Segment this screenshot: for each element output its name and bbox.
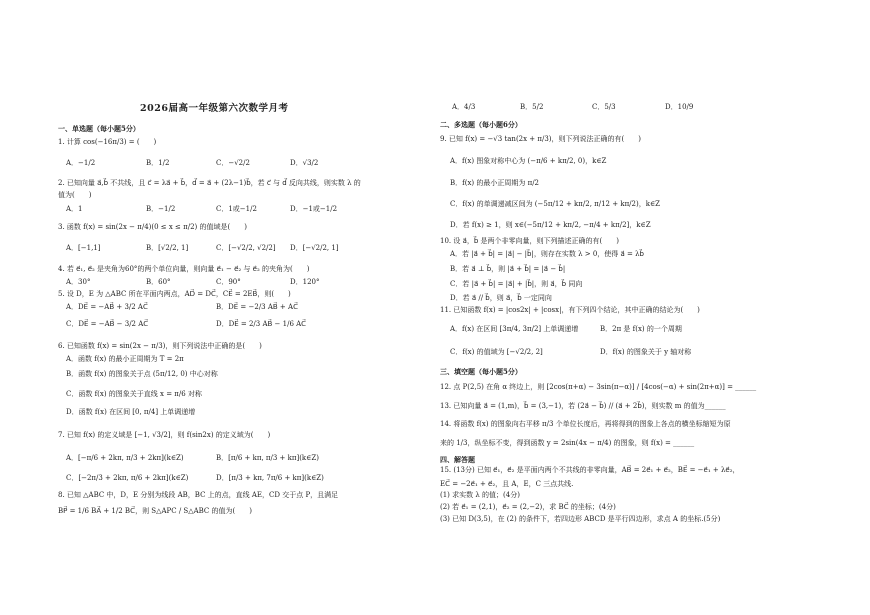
question-15-part-2: (2) 若 e⃗₁ = (2,1)，e⃗₂ = (2,−2)，求 BC⃗ 的坐标；(4分) [440, 503, 616, 511]
q5-option-a: A．DE⃗ = −AB⃗ + 3/2 AC⃗ [66, 303, 148, 311]
q10-option-a: A．若 |a⃗ + b⃗| = |a⃗| − |b⃗|，则存在实数 λ > 0，使得 a⃗ = λb⃗ [450, 250, 644, 258]
q8-option-b: B．5/2 [520, 103, 544, 111]
question-5: 5. 设 D，E 为 △ABC 所在平面内两点，AD⃗ = DC⃗，CE⃗ = 2EB⃗，则( ) [58, 290, 291, 298]
q11-option-b: B．2π 是 f(x) 的一个周期 [600, 325, 682, 333]
question-11: 11. 已知函数 f(x) = |cos2x| + |cosx|，有下列四个结论，其中正确的结论为( ) [440, 306, 700, 314]
q1-option-d: D．√3/2 [290, 159, 319, 167]
q7-option-a: A．[−π/6 + 2kπ, π/3 + 2kπ](k∈Z) [66, 454, 184, 462]
q10-option-d: D．若 a⃗ // b⃗，则 a⃗，b⃗ 一定同向 [450, 294, 552, 302]
page-title: 2026届高一年级第六次数学月考 [140, 103, 289, 114]
q3-option-a: A．[−1,1] [66, 244, 101, 252]
q10-option-c: C．若 |a⃗ + b⃗| = |a⃗| + |b⃗|，则 a⃗，b⃗ 同向 [450, 280, 583, 288]
q5-option-b: B．DE⃗ = −2/3 AB⃗ + AC⃗ [216, 303, 298, 311]
question-15-cont: EC⃗ = −2e⃗₁ + e⃗₂，且 A，E，C 三点共线. [440, 480, 574, 488]
q1-option-b: B．1/2 [146, 159, 170, 167]
q4-option-a: A．30° [66, 278, 91, 286]
question-13: 13. 已知向量 a⃗ = (1,m)，b⃗ = (3,−1)，若 (2a⃗ − b⃗) // (a⃗ + 2b⃗)，则实数 m 的值为______ [440, 402, 726, 410]
q11-option-d: D．f(x) 的图象关于 y 轴对称 [600, 348, 692, 356]
q2-option-a: A．1 [66, 205, 83, 213]
q3-option-b: B．[√2/2, 1] [146, 244, 189, 252]
q1-option-a: A．−1/2 [66, 159, 96, 167]
question-1: 1. 计算 cos(−16π/3) = ( ) [58, 138, 157, 146]
question-12: 12. 点 P(2,5) 在角 α 终边上，则 [2cos(π+α) − 3sin(π−α)] / [4cos(−α) + sin(2π+α)] = ______ [440, 383, 757, 391]
q1-option-c: C．−√2/2 [216, 159, 250, 167]
q6-option-c: C．函数 f(x) 的图象关于直线 x = π/6 对称 [66, 390, 202, 398]
q3-option-d: D．[−√2/2, 1] [290, 244, 339, 252]
q4-option-d: D．120° [290, 278, 320, 286]
question-3: 3. 函数 f(x) = sin(2x − π/4)(0 ≤ x ≤ π/2) 的值域是( ) [58, 223, 247, 231]
q7-option-c: C．[−2π/3 + 2kπ, π/6 + 2kπ](k∈Z) [66, 474, 189, 482]
q11-option-c: C．f(x) 的值域为 [−√2/2, 2] [450, 348, 543, 356]
question-4: 4. 若 e⃗₁, e⃗₂ 是夹角为60°的两个单位向量，则向量 e⃗₁ − e⃗₂ 与 e⃗₂ 的夹角为( ) [58, 265, 310, 273]
question-8: 8. 已知 △ABC 中，D，E 分别为线段 AB，BC 上的点，直线 AE，CD 交于点 P，且满足 [58, 491, 339, 499]
question-10: 10. 设 a⃗，b⃗ 是两个非零向量，则下列描述正确的有( ) [440, 237, 620, 245]
question-14: 14. 将函数 f(x) 的图象向右平移 π/3 个单位长度后，再将得到的图象上各点的横坐标缩短为原 [440, 420, 731, 428]
question-9: 9. 已知 f(x) = −√3 tan(2x + π/3)，则下列说法正确的有( ) [440, 135, 641, 143]
q6-option-b: B．函数 f(x) 的图象关于点 (5π/12, 0) 中心对称 [66, 370, 218, 378]
question-15: 15. (13分) 已知 e⃗₁，e⃗₂ 是平面内两个不共线的非零向量，AB⃗ = 2e⃗₁ + e⃗₂，BE⃗ = −e⃗₁ + λe⃗₂， [440, 466, 740, 474]
q10-option-b: B．若 a⃗ ⊥ b⃗，则 |a⃗ + b⃗| = |a⃗ − b⃗| [450, 265, 566, 273]
question-7: 7. 已知 f(x) 的定义域是 [−1, √3/2]，则 f(sin2x) 的定义域为( ) [58, 431, 271, 439]
q7-option-b: B．[π/6 + kπ, π/3 + kπ](k∈Z) [216, 454, 319, 462]
q2-option-b: B．−1/2 [146, 205, 176, 213]
section-multiple-choice: 二、多选题（每小题6分） [440, 120, 522, 129]
q9-option-d: D．若 f(x) ≥ 1，则 x∈(−5π/12 + kπ/2, −π/4 + kπ/2]，k∈Z [450, 221, 651, 229]
q9-option-a: A．f(x) 图象对称中心为 (−π/6 + kπ/2, 0)，k∈Z [450, 157, 607, 165]
question-2-cont: 值为( ) [58, 191, 92, 199]
question-6: 6. 已知函数 f(x) = sin(2x − π/3)，则下列说法中正确的是( ) [58, 342, 262, 350]
q9-option-b: B．f(x) 的最小正周期为 π/2 [450, 179, 540, 187]
question-8-cont: BP⃗ = 1/6 BA⃗ + 1/2 BC⃗，则 S△APC / S△ABC 的值为( ) [58, 507, 252, 515]
section-solutions: 四、解答题 [440, 455, 475, 464]
question-15-part-1: (1) 求实数 λ 的值；(4分) [440, 491, 520, 499]
question-2: 2. 已知向量 a⃗,b⃗ 不共线，且 c⃗ = λa⃗ + b⃗，d⃗ = a⃗ + (2λ−1)b⃗，若 c⃗ 与 d⃗ 反向共线，则实数 λ 的 [58, 179, 361, 187]
q8-option-d: D．10/9 [665, 103, 694, 111]
section-single-choice: 一、单选题（每小题5分） [58, 124, 140, 133]
q5-option-d: D．DE⃗ = 2/3 AB⃗ − 1/6 AC⃗ [216, 320, 307, 328]
q8-option-a: A．4/3 [452, 103, 476, 111]
question-15-part-3: (3) 已知 D(3,5)，在 (2) 的条件下，若四边形 ABCD 是平行四边形，求点 A 的坐标.(5分) [440, 515, 721, 523]
q2-option-d: D．−1或−1/2 [290, 205, 338, 213]
q5-option-c: C．DE⃗ = −AB⃗ − 3/2 AC⃗ [66, 320, 149, 328]
q11-option-a: A．f(x) 在区间 [3π/4, 3π/2] 上单调递增 [450, 325, 579, 333]
section-fill-blank: 三、填空题（每小题5分） [440, 367, 522, 376]
q6-option-a: A．函数 f(x) 的最小正周期为 T = 2π [66, 355, 184, 363]
q4-option-c: C．90° [216, 278, 241, 286]
q4-option-b: B．60° [146, 278, 171, 286]
q3-option-c: C．[−√2/2, √2/2] [216, 244, 276, 252]
q6-option-d: D．函数 f(x) 在区间 [0, π/4] 上单调递增 [66, 408, 196, 416]
q7-option-d: D．[π/3 + kπ, 7π/6 + kπ](k∈Z) [216, 474, 324, 482]
q8-option-c: C．5/3 [592, 103, 616, 111]
q2-option-c: C．1或−1/2 [216, 205, 257, 213]
q9-option-c: C．f(x) 的单调递减区间为 (−5π/12 + kπ/2, π/12 + kπ/2)，k∈Z [450, 200, 660, 208]
question-14-cont: 来的 1/3，纵坐标不变，得到函数 y = 2sin(4x − π/4) 的图象，则 f(x) = ______ [440, 439, 695, 447]
